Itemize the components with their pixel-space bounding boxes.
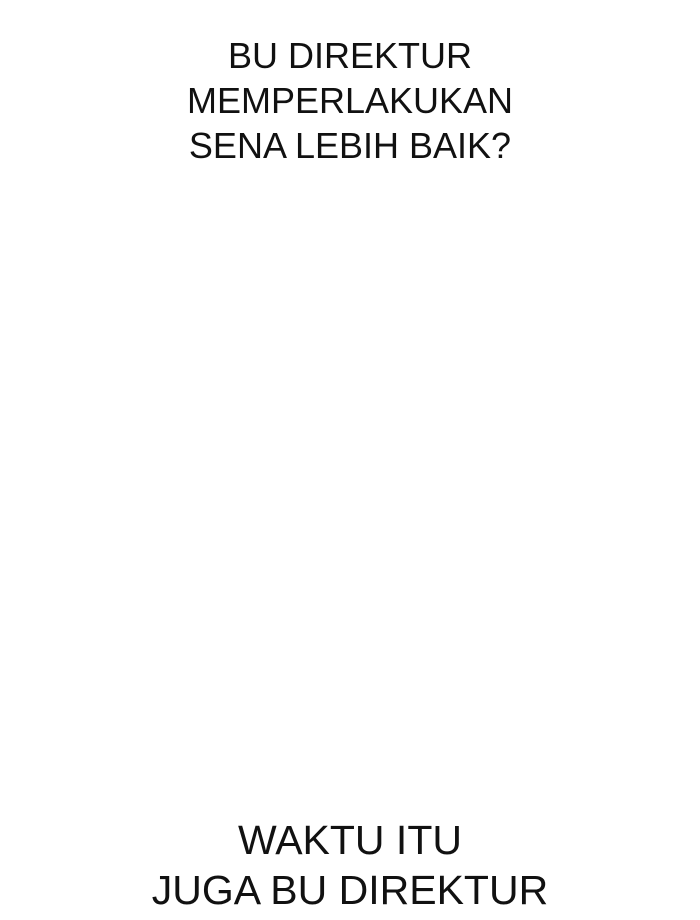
top-caption-line: SENA LEBIH BAIK? bbox=[188, 125, 512, 166]
top-caption bbox=[0, 33, 700, 168]
bottom-caption bbox=[0, 815, 700, 915]
bottom-caption-line: JUGA BU DIREKTUR bbox=[151, 867, 549, 913]
top-caption-line: MEMPERLAKUKAN bbox=[186, 80, 514, 121]
bottom-caption-line: WAKTU ITU bbox=[238, 817, 462, 863]
top-caption-line: BU DIREKTUR bbox=[227, 35, 473, 76]
